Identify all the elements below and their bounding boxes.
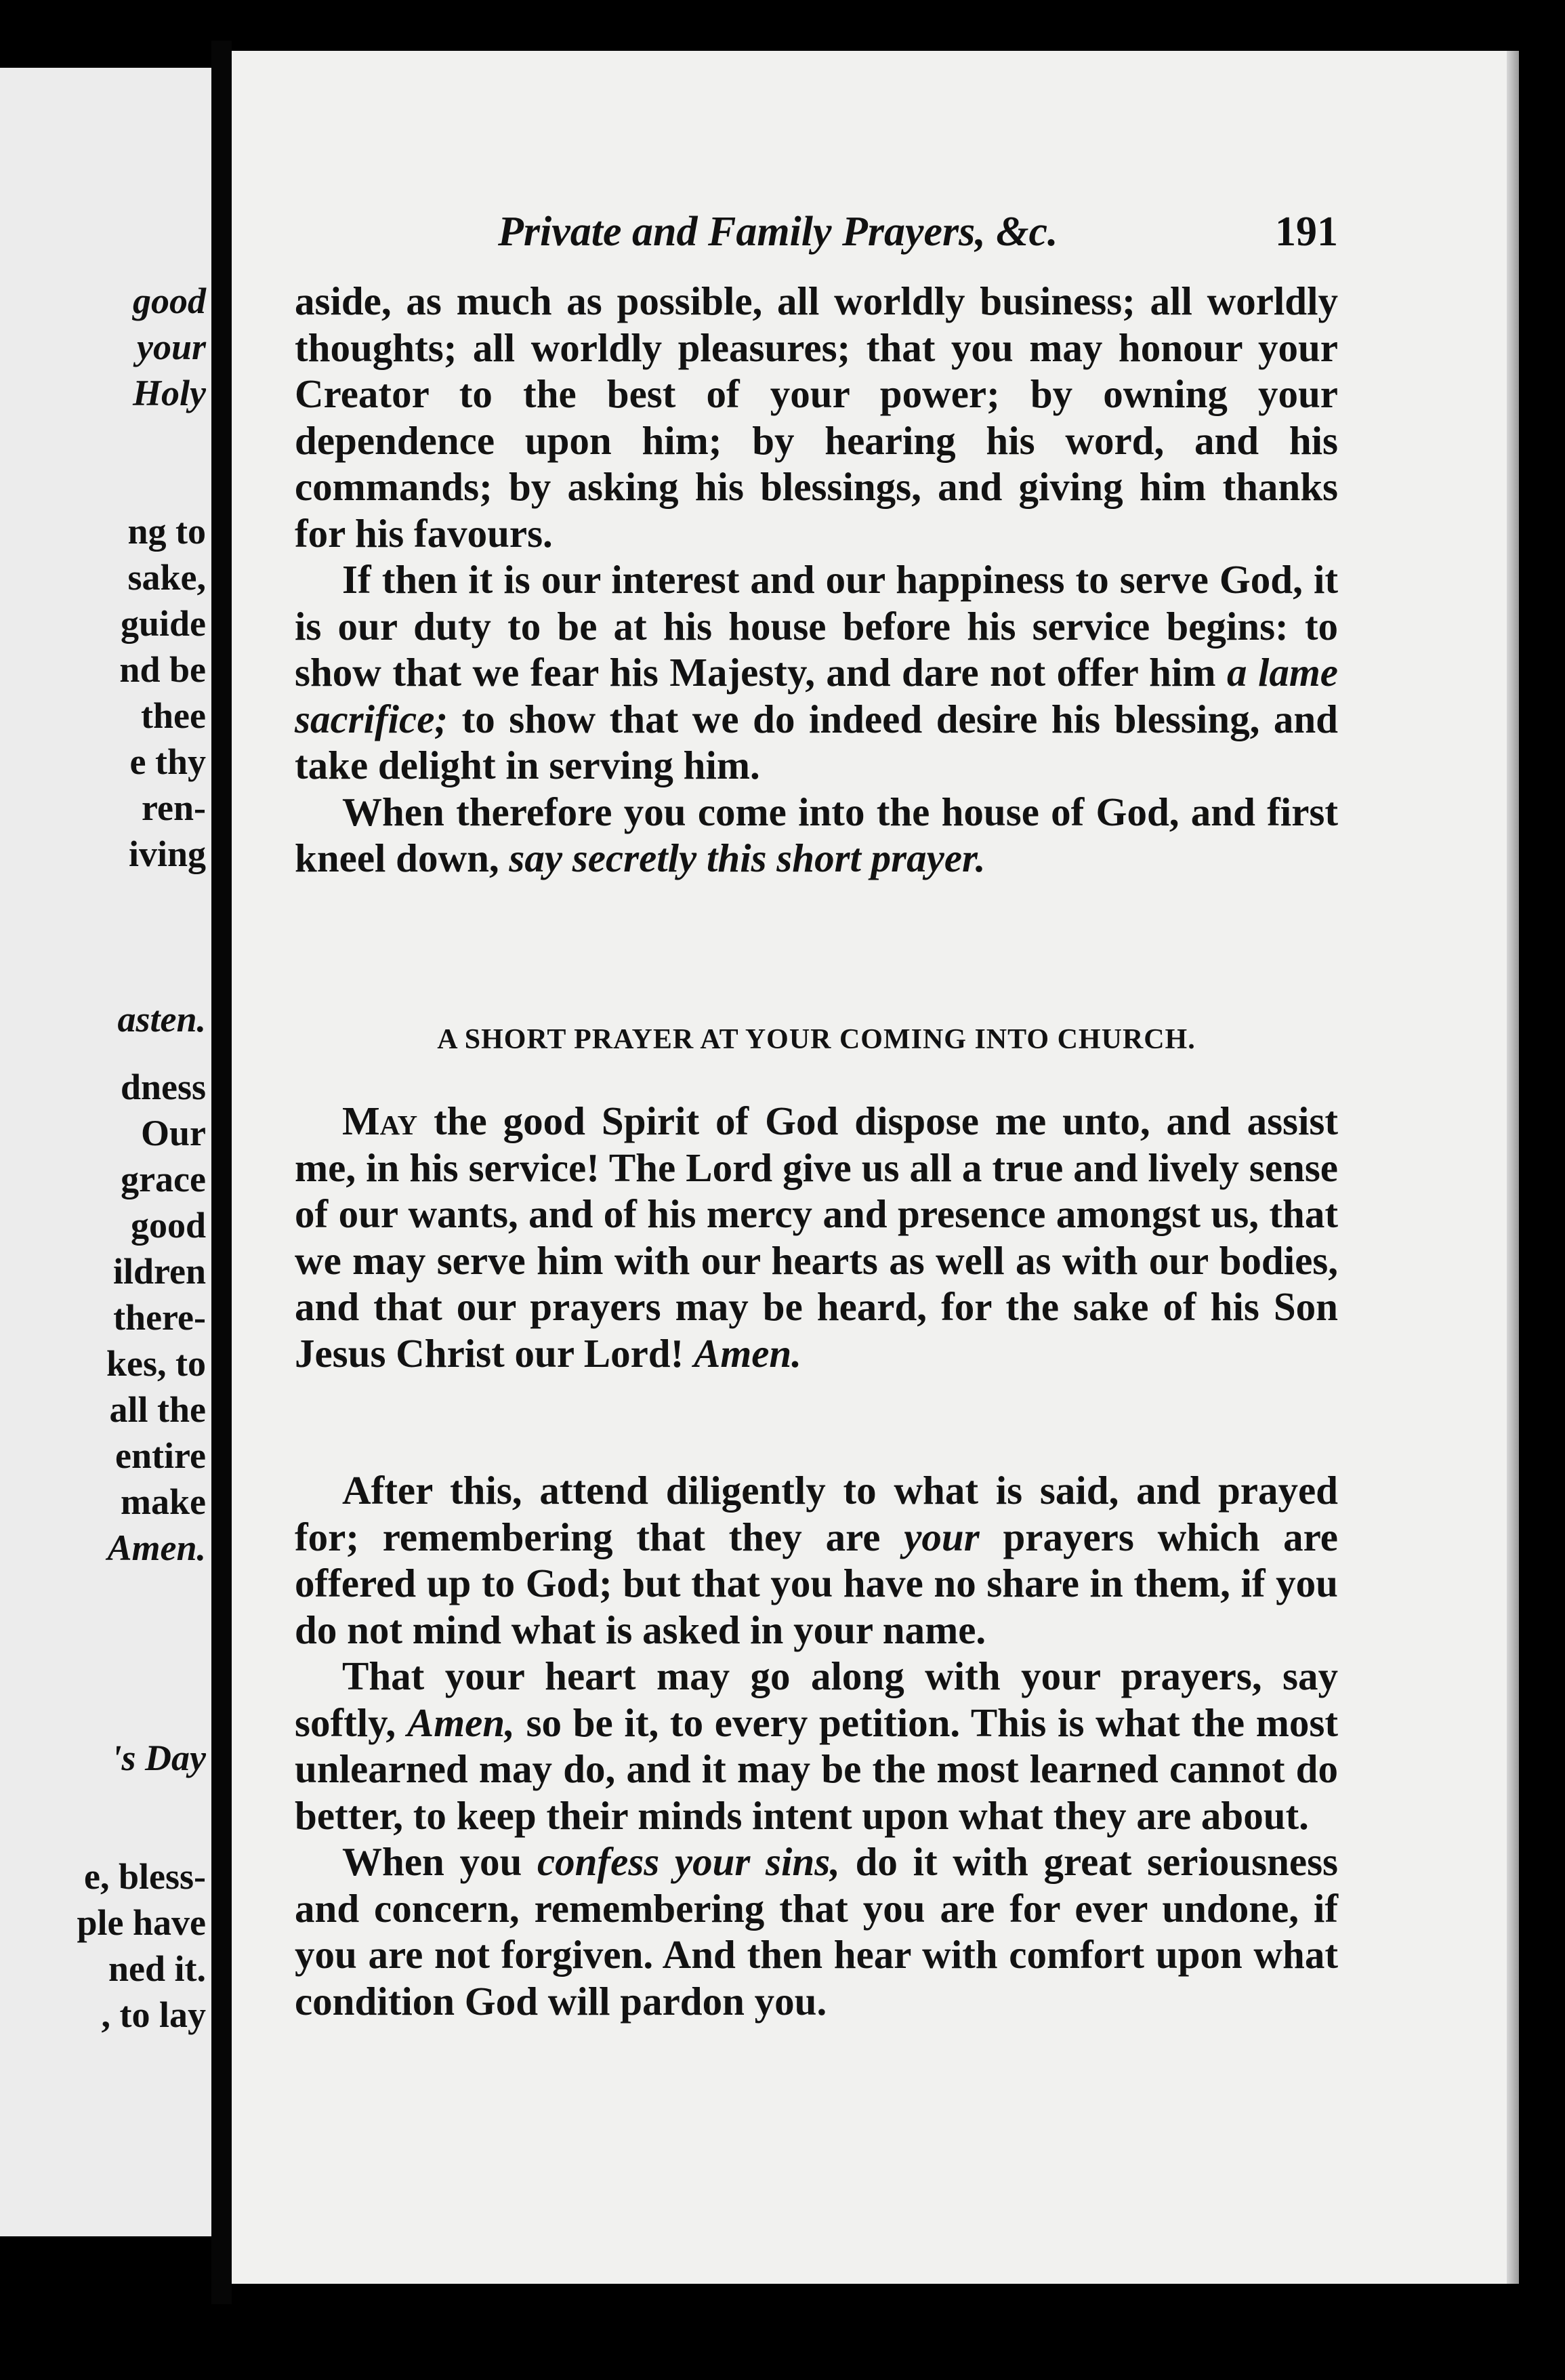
left-page-line: thee <box>141 695 206 736</box>
left-page-line: e, bless- <box>84 1856 206 1897</box>
left-page-line: guide <box>120 603 206 644</box>
page-number: 191 <box>1275 209 1338 255</box>
emphasis-say-secretly: say secretly this short prayer. <box>509 836 986 880</box>
left-page-line: good <box>130 1205 206 1246</box>
left-page-line: entire <box>115 1435 206 1476</box>
left-page-line: there- <box>113 1297 206 1338</box>
left-page-line: 's Day <box>111 1738 206 1778</box>
emphasis-amen: Amen, <box>406 1700 515 1745</box>
left-page-line: ned it. <box>108 1948 206 1989</box>
running-title: Private and Family Prayers, &c. <box>498 209 1058 255</box>
paragraph-confess-sins: When you confess your sins, do it with great seriousness and concern, remembering that you are for ever undone, if you are not forgiven. And then hear with comfort upon what condition God will pardon you. <box>295 1839 1338 2024</box>
left-page-line: ren- <box>142 787 206 828</box>
left-page-line: kes, to <box>106 1343 206 1384</box>
upper-text-block <box>295 278 1338 882</box>
paragraph-kneel-down: When therefore you come into the house of God, and first kneel down, say secretly this short prayer. <box>295 789 1338 880</box>
left-page-line: ng to <box>127 511 206 552</box>
emphasis-lame-sacrifice: a lame sacrifice; <box>295 650 1338 741</box>
left-page-line: iving <box>128 834 206 874</box>
page-edge-shadow <box>1507 51 1519 2284</box>
prayer-drop-word: May <box>342 1099 418 1143</box>
left-page-line: grace <box>121 1159 206 1199</box>
left-page-line: Our <box>140 1113 206 1153</box>
paragraph-attend-diligently: After this, attend diligently to what is said, and prayed for; remembering that they are your prayers which are offered up to God; but that you have no share in them, if you do not mind what is asked in your name. <box>295 1468 1338 1652</box>
left-page-line: dness <box>120 1067 206 1107</box>
left-page-line: , to lay <box>101 1994 206 2035</box>
left-page-line: good <box>133 281 206 321</box>
emphasis-confess: confess your sins, <box>537 1839 840 1884</box>
left-page-line: Amen. <box>107 1527 206 1568</box>
emphasis-your: your <box>904 1514 980 1559</box>
left-page-line: ple have <box>77 1902 206 1943</box>
left-page-line: all the <box>109 1389 206 1430</box>
prayer-heading: A SHORT PRAYER AT YOUR COMING INTO CHURCH. <box>437 1024 1196 1055</box>
left-page-line: sake, <box>127 557 206 598</box>
prayer-amen: Amen. <box>693 1330 801 1376</box>
paragraph-say-amen: That your heart may go along with your prayers, say softly, Amen, so be it, to every petition. This is what the most unlearned may do, and it may be the most learned cannot do better, to keep their minds intent upon what they are about. <box>295 1654 1338 1838</box>
right-page <box>232 51 1519 2284</box>
left-page-line: nd be <box>119 649 206 690</box>
lower-text-block <box>295 1467 1338 2024</box>
left-page-line: make <box>121 1481 206 1522</box>
left-page-line: e thy <box>129 741 206 782</box>
paragraph-continuation: aside, as much as possible, all worldly business; all worldly thoughts; all worldly pleasures; that you may honour your Creator to the best of your power; by owning your dependence upon him; by hearing his word, and his commands; by asking his blessings, and giving him thanks for his favours. <box>295 279 1338 556</box>
left-page-line: Holy <box>133 373 206 413</box>
paragraph-interest-duty: If then it is our interest and our happiness to serve God, it is our duty to be at his house before his service begins: to show that we fear his Majesty, and dare not offer him a lame sacrifice; to show that we do indeed desire his blessing, and take delight in serving him. <box>295 557 1338 787</box>
running-head <box>295 208 1338 262</box>
left-page-fragment <box>0 68 211 2236</box>
left-page-line: your <box>136 327 206 367</box>
prayer-heading-block <box>295 1023 1338 1056</box>
prayer-paragraph: May the good Spirit of God dispose me unto, and assist me, in his service! The Lord give us all a true and lively sense of our wants, and of his mercy and presence amongst us, that we may serve him with our hearts as well as with our bodies, and that our prayers may be heard, for the sake of his Son Jesus Christ our Lord! Amen. <box>295 1099 1338 1376</box>
prayer-block <box>295 1098 1338 1376</box>
left-page-line: asten. <box>117 999 206 1040</box>
left-page-line: ildren <box>112 1251 206 1292</box>
book-gutter <box>211 41 232 2304</box>
